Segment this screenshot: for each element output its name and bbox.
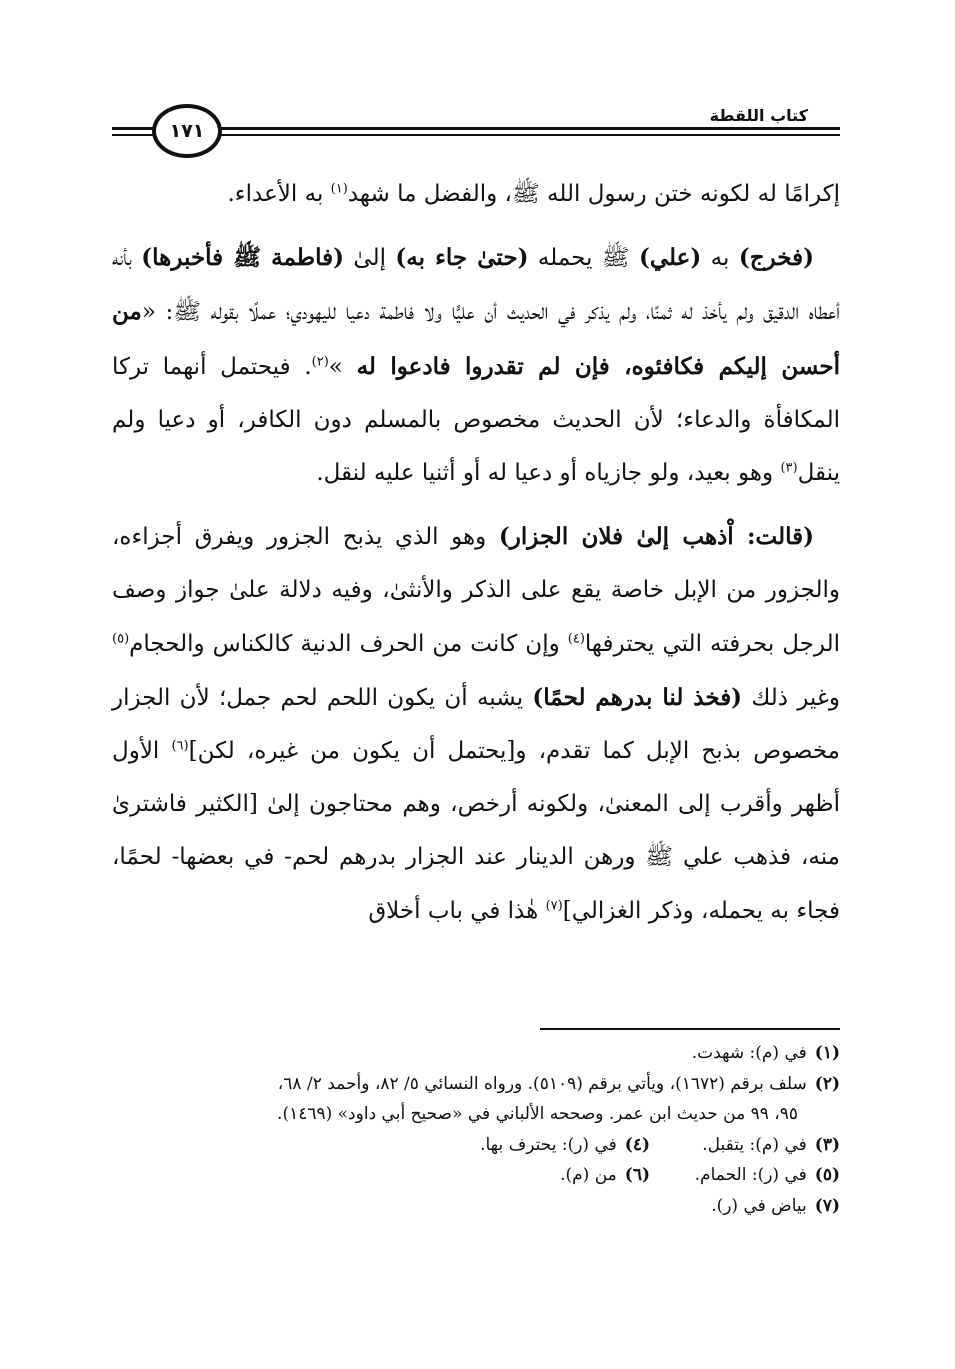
footnote-7 bbox=[112, 1191, 840, 1222]
footnote-2-continued bbox=[112, 1099, 840, 1130]
bold-text: (فخرج) bbox=[738, 244, 814, 272]
footnote-number: (٦) bbox=[624, 1165, 650, 1185]
text-run: وإن كانت من الحرف الدنية كالكناس والحجام bbox=[129, 630, 568, 657]
footnote-text: في (ر): يحترف بها. bbox=[480, 1134, 617, 1155]
footnote-ref: (٧) bbox=[545, 897, 563, 913]
header-rule-left-thin bbox=[112, 134, 154, 136]
text-run: بأنه أعطاه الدقيق ولم يأخذ له ثمنًا، ولم يذكر في الحديث أن عليًّا ولا فاطمة دعيا لليهودي؛ عملًا بقوله ﷺ: « bbox=[112, 245, 840, 326]
chapter-title: كتاب اللقطة bbox=[702, 106, 816, 126]
text-run: إلىٰ bbox=[343, 245, 396, 272]
footnote-ref: (٣) bbox=[780, 460, 798, 476]
hadith-quote: من أحسن إليكم فكافئوه، فإن لم تقدروا فادعوا له bbox=[112, 298, 840, 380]
text-run: به bbox=[701, 245, 739, 272]
text-run: . فيحتمل أنهما تركا المكافأة والدعاء؛ لأن الحديث مخصوص بالمسلم دون الكافر، أو دعيا ولم ينقل bbox=[112, 353, 840, 487]
footnote-text: في (م): يتقبل. bbox=[702, 1134, 807, 1155]
header-rule-left-thick bbox=[112, 127, 154, 130]
footnote-row-5-6 bbox=[112, 1160, 840, 1191]
footnote-number: (٤) bbox=[624, 1134, 650, 1155]
page-number: ١٧١ bbox=[152, 104, 222, 158]
bold-text: (قالت: اْذهب إلىٰ فلان الجزار) bbox=[498, 523, 814, 551]
text-run: به الأعداء. bbox=[227, 181, 331, 207]
bold-text: (فاطمة ﷺ فأخبرها) bbox=[141, 244, 344, 272]
text-run: وهو الذي يذبح الجزور ويفرق أجزاءه، والجزور من الإبل خاصة يقع على الذكر والأنثىٰ، وفيه دلالة علىٰ جواز وصف الرجل بحرفته التي يحترفها bbox=[112, 524, 840, 657]
text-run: » bbox=[328, 353, 357, 380]
main-text bbox=[112, 168, 840, 938]
footnote-text: في (ر): الحمام. bbox=[694, 1165, 807, 1185]
footnote-number: (١) bbox=[814, 1043, 840, 1063]
footnote-row-3-4 bbox=[112, 1130, 840, 1161]
footnote-ref: (٢) bbox=[311, 353, 329, 369]
footnote-3 bbox=[650, 1130, 840, 1161]
footnote-ref: (١) bbox=[330, 181, 348, 197]
text-run: وهو بعيد، ولو جازياه أو دعيا له أو أثنيا عليه لنقل. bbox=[316, 460, 781, 487]
footnote-6 bbox=[460, 1160, 650, 1191]
footnote-ref: (٤) bbox=[567, 630, 585, 646]
bold-text: (علي) bbox=[638, 244, 702, 272]
footnote-number: (٣) bbox=[814, 1134, 840, 1155]
bold-text: (حتىٰ جاء به) bbox=[395, 244, 529, 272]
text-run: ﷺ يحمله bbox=[528, 245, 639, 272]
text-run: يشبه أن يكون اللحم لحم جمل؛ لأن الجزار مخصوص بذبح الإبل كما تقدم، و[يحتمل أن يكون من غيره، لكن] bbox=[112, 684, 840, 765]
footnote-text: من (م). bbox=[560, 1165, 617, 1185]
footnote-1 bbox=[112, 1038, 840, 1069]
footnote-text: ٩٥، ٩٩ من حديث ابن عمر. وصححه الألباني في «صحيح أبي داود» (١٤٦٩). bbox=[277, 1104, 798, 1124]
bold-text: (فخذ لنا بدرهم لحمًا) bbox=[532, 683, 743, 711]
footnote-text: في (م): شهدت. bbox=[691, 1043, 807, 1063]
paragraph-1 bbox=[112, 168, 840, 221]
header-rule-thick bbox=[200, 127, 840, 130]
text-run: وغير ذلك bbox=[742, 684, 840, 711]
footnote-ref: (٥) bbox=[112, 630, 130, 646]
paragraph-3 bbox=[112, 510, 840, 938]
text-run: إكرامًا له لكونه ختن رسول الله ﷺ، والفضل ما شهد bbox=[347, 181, 840, 207]
footnote-number: (٥) bbox=[814, 1165, 840, 1185]
footnote-text: سلف برقم (١٦٧٢)، ويأتي برقم (٥١٠٩). ورواه النسائي ٥/ ٨٢، وأحمد ٢/ ٦٨، bbox=[277, 1073, 807, 1094]
footnote-number: (٧) bbox=[814, 1195, 840, 1216]
footnote-4 bbox=[460, 1130, 650, 1161]
header-rule-thin bbox=[200, 134, 840, 136]
footnote-text: بياض في (ر). bbox=[711, 1195, 807, 1216]
text-run: الأول أظهر وأقرب إلى المعنىٰ، ولكونه أرخص، وهم محتاجون إلىٰ [الكثير فاشترىٰ منه، فذهب علي ﷺ ورهن الدينار عند الجزار بدرهم لحم- في بعضها- لحمًا، فجاء به يحمله، وذكر الغزالي] bbox=[112, 738, 840, 924]
footnote-2 bbox=[112, 1069, 840, 1100]
text-run: هٰذا في باب أخلاق bbox=[368, 897, 546, 924]
footnote-separator bbox=[540, 1028, 840, 1030]
footnote-ref: (٦) bbox=[171, 738, 189, 754]
footnotes bbox=[112, 1038, 840, 1221]
footnote-5 bbox=[650, 1160, 840, 1191]
page-header bbox=[112, 100, 840, 160]
footnote-number: (٢) bbox=[814, 1073, 840, 1094]
paragraph-2 bbox=[112, 231, 840, 500]
